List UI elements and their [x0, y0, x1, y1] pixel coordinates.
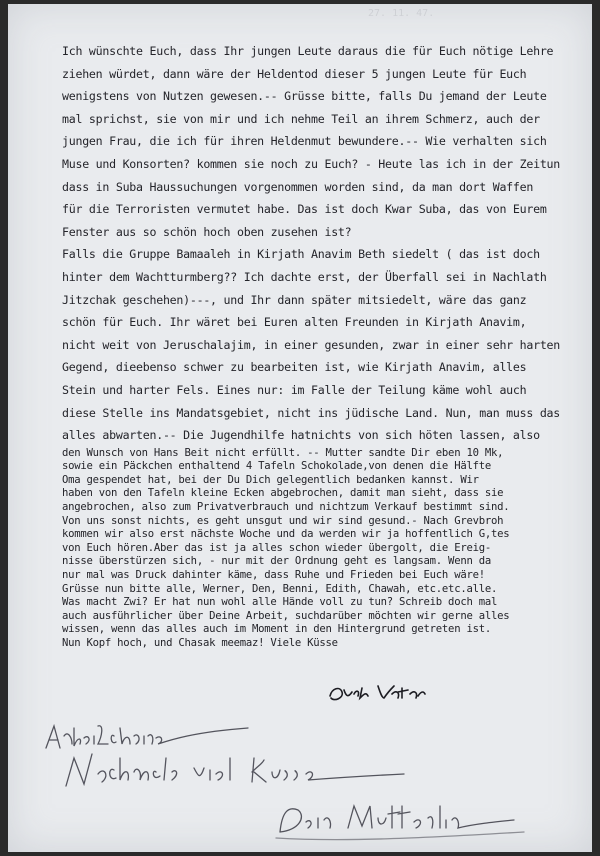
- text-line: mal sprichst, sie von mir und ich nehme Teil an ihrem Schmerz, auch der: [62, 111, 540, 126]
- text-line: sowie ein Päckchen enthaltend 4 Tafeln Schokolade,von denen die Hälfte: [62, 460, 491, 473]
- text-line: Jitzchak geschehen)---, und Ihr dann später mitsiedelt, wäre das ganz: [62, 292, 527, 307]
- letter-page: [8, 4, 592, 852]
- text-line: diese Stelle ins Mandatsgebiet, nicht ins jüdische Land. Nun, man muss das: [62, 405, 561, 420]
- text-line: Gegend, dieebenso schwer zu bearbeiten ist, wie Kirjath Anavim, alles: [62, 360, 527, 375]
- handwritten-postscript: [44, 714, 564, 844]
- text-line: wissen, wenn das alles auch im Moment in den Hintergrund getreten ist.: [62, 623, 491, 636]
- text-line: schön für Euch. Ihr wäret bei Euren alten Freunden in Kirjath Anavim,: [62, 315, 527, 330]
- text-line: von Euch hören.Aber das ist ja alles schon wieder übergolt, die Ereig-: [62, 541, 491, 554]
- bleed-through-header: 27. 11. 47.: [368, 8, 435, 19]
- text-line: Ich wünschte Euch, dass Ihr jungen Leute daraus die für Euch nötige Lehre: [62, 44, 554, 58]
- text-line: für die Terroristen vermutet habe. Das ist doch Kwar Suba, das von Eurem: [62, 202, 547, 217]
- text-line: hinter dem Wachtturmberg?? Ich dachte erst, der Überfall sei in Nachlath: [62, 269, 547, 284]
- paragraph-2: [62, 447, 582, 651]
- text-line: nicht weit von Jeruschalajim, in einer gesunden, zwar in einer sehr harten: [62, 337, 561, 352]
- text-line: Muse und Konsorten? kommen sie noch zu Euch? - Heute las ich in der Zeitun: [62, 156, 561, 171]
- text-line: den Wunsch von Hans Beit nicht erfüllt. -- Mutter sandte Dir eben 10 Mk,: [62, 446, 504, 459]
- text-line: haben von den Tafeln kleine Ecken abgebrochen, damit man sieht, dass sie: [62, 487, 504, 500]
- signature-underline: [276, 832, 524, 840]
- text-line: Nun Kopf hoch, und Chasak meemaz! Viele Küsse: [62, 637, 338, 649]
- paragraph-1: [62, 40, 582, 447]
- text-line: Von uns sonst nichts, es geht unsgut und wir sind gesund.- Nach Grevbroh: [62, 514, 504, 527]
- handwritten-line-2: [66, 754, 404, 786]
- text-line: angebrochen, also zum Privatverbrauch und nichtzum Verkauf bestimmt sind.: [62, 501, 510, 514]
- text-line: nisse überstürzen sich, - nur mit der Ordnung geht es langsam. Wenn da: [62, 555, 491, 568]
- handwritten-line-1: [46, 726, 248, 748]
- text-line: auch ausführlicher über Deine Arbeit, suchdarüber möchten wir gerne alles: [62, 609, 510, 622]
- text-line: Grüsse nun bitte alle, Werner, Den, Benni, Edith, Chawah, etc.etc.alle.: [62, 582, 498, 595]
- text-line: ziehen würdet, dann wäre der Heldentod dieser 5 jungen Leute für Euch: [62, 66, 527, 81]
- handwritten-signature-father: [326, 678, 426, 708]
- typed-letter-body: [62, 40, 582, 651]
- text-line: Falls die Gruppe Bamaaleh in Kirjath Anavim Beth siedelt ( das ist doch: [62, 247, 540, 262]
- text-line: Stein und harter Fels. Eines nur: im Falle der Teilung käme wohl auch: [62, 382, 527, 397]
- text-line: dass in Suba Haussuchungen vorgenommen worden sind, da man dort Waffen: [62, 179, 534, 194]
- text-line: alles abwarten.-- Die Jugendhilfe hatnichts von sich höten lassen, also: [62, 428, 540, 443]
- text-line: kommen wir also erst nächste Woche und da werden wir ja hoffentlich G,tes: [62, 528, 510, 541]
- text-line: nur mal was Druck dahinter käme, dass Ruhe und Frieden bei Euch wäre!: [62, 569, 485, 582]
- text-line: Was macht Zwi? Er hat nun wohl alle Hände voll zu tun? Schreib doch mal: [62, 596, 498, 609]
- text-line: Fenster aus so schön hoch oben zusehen ist?: [62, 224, 352, 239]
- text-line: jungen Frau, die ich für ihren Heldenmut bewundere.-- Wie verhalten sich: [62, 134, 547, 149]
- text-line: Oma gespendet hat, bei der Du Dich gelegentlich bedanken kannst. Wir: [62, 473, 479, 486]
- text-line: wenigstens von Nutzen gewesen.-- Grüsse bitte, falls Du jemand der Leute: [62, 89, 547, 104]
- handwritten-line-3: [280, 806, 514, 832]
